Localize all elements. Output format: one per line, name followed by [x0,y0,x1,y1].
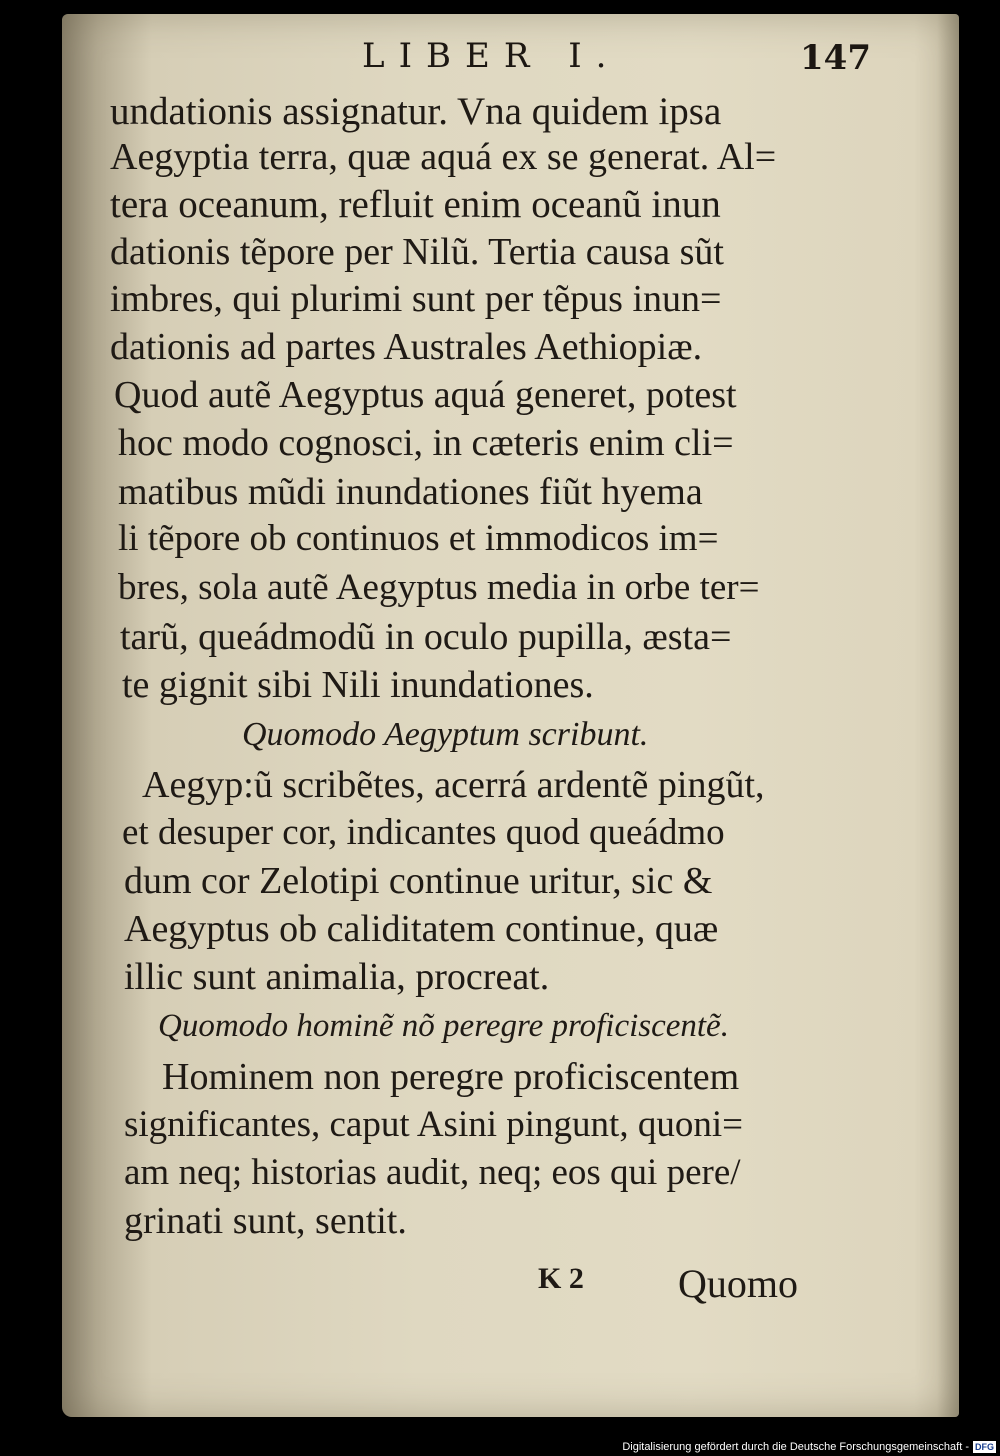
catchword: Quomo [678,1261,798,1306]
body-line-2: Aegyptia terra, quæ aquá ex se generat. Al= [110,136,777,178]
section1-line-5: illic sunt animalia, procreat. [124,956,550,998]
body-line-12: tarũ, queádmodũ in oculo pupilla, æsta= [120,616,732,658]
body-line-1: undationis assignatur. Vna quidem ipsa [110,90,722,133]
body-line-6: dationis ad partes Australes Aethiopiæ. [110,326,703,368]
section-heading-hominem: Quomodo hominẽ nõ peregre proficiscentẽ. [158,1008,729,1044]
book-page [62,14,959,1417]
section1-line-2: et desuper cor, indicantes quod queádmo [122,812,725,853]
page-number: 147 [800,38,871,78]
digitization-footer [610,1438,1000,1456]
section2-line-1: Hominem non peregre proficiscentem [162,1056,740,1098]
section-heading-aegyptum: Quomodo Aegyptum scribunt. [242,716,649,753]
dfg-logo-icon: DFG [975,1442,994,1452]
running-head: LIBER I. [362,36,621,76]
body-line-7: Quod autẽ Aegyptus aquá generet, potest [114,374,737,416]
section2-line-4: grinati sunt, sentit. [124,1200,407,1242]
funding-note: Digitalisierung gefördert durch die Deutsche Forschungsgemeinschaft - [622,1441,969,1453]
signature-mark: K 2 [538,1262,584,1295]
body-line-4: dationis tẽpore per Nilũ. Tertia causa sũt [110,231,724,273]
body-line-11: bres, sola autẽ Aegyptus media in orbe ter= [118,567,760,608]
section2-line-3: am neq; historias audit, neq; eos qui pere/ [124,1152,741,1193]
body-line-10: li tẽpore ob continuos et immodicos im= [118,518,719,559]
section1-line-1: Aegyp:ũ scribẽtes, acerrá ardentẽ pingũt, [142,764,765,806]
body-line-13: te gignit sibi Nili inundationes. [122,664,594,706]
body-line-9: matibus mũdi inundationes fiũt hyema [118,471,703,513]
section1-line-3: dum cor Zelotipi continue uritur, sic & [124,860,713,902]
body-line-8: hoc modo cognosci, in cæteris enim cli= [118,422,734,464]
section2-line-2: significantes, caput Asini pingunt, quoni= [124,1104,743,1145]
body-line-5: imbres, qui plurimi sunt per tẽpus inun= [110,278,722,320]
body-line-3: tera oceanum, refluit enim oceanũ inun [110,183,721,226]
section1-line-4: Aegyptus ob caliditatem continue, quæ [124,908,719,950]
